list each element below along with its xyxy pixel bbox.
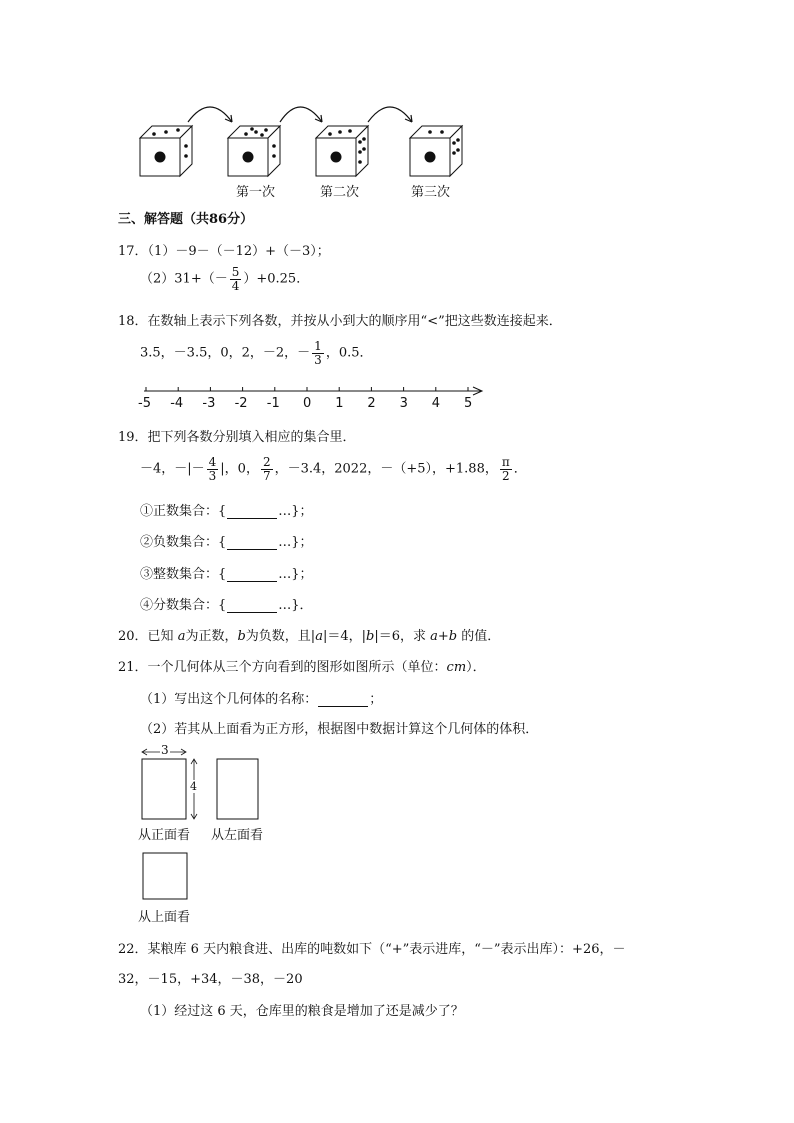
top-view-label: 从上面看: [138, 910, 191, 925]
dice-label-2: 第二次: [320, 185, 360, 200]
set-positive: ①正数集合：{ …}；: [140, 504, 313, 519]
left-view-label: 从左面看: [211, 828, 264, 843]
die-2: [228, 126, 280, 176]
answer-blank[interactable]: [227, 569, 277, 582]
set-fraction: ④分数集合：{ …}．: [140, 598, 313, 613]
q18-numbers: 3.5，－3.5，0，2，－2，－ $\frac{1}{3}$ ，0.5．: [140, 339, 373, 367]
set-negative: ②负数集合：{ …}；: [140, 535, 313, 550]
tick-label: 3: [399, 396, 408, 411]
answer-blank[interactable]: [318, 694, 368, 707]
fraction: $\frac{5}{4}$: [231, 265, 240, 293]
fraction: $\frac{1}{3}$: [314, 339, 322, 367]
tick-label: -1: [266, 396, 280, 411]
q17-part2: （2）31+（－ $\frac{5}{4}$ ）+0.25．: [140, 265, 310, 293]
dice-label-3: 第三次: [411, 185, 451, 200]
tick-label: 1: [335, 396, 344, 411]
die-1: [140, 126, 192, 176]
tick-label: -5: [138, 396, 151, 411]
tick-label: 5: [464, 396, 473, 411]
q19-stem: 19．把下列各数分别填入相应的集合里．: [118, 430, 356, 445]
q21-part2: （2）若其从上面看为正方形，根据图中数据计算这个几何体的体积．: [140, 722, 539, 737]
set-integer: ③整数集合：{ …}；: [140, 567, 313, 582]
q19-numbers: －4，－|－ $\frac{4}{3}$ |，0， $\frac{2}{7}$ ，－3.4，2022，－（+5），+1.88， $\frac{\pi}{2}$ ．: [140, 455, 527, 483]
q22-line2: 32，－15，+34，－38，－20: [118, 972, 303, 987]
q22-line1: 22．某粮库 6 天内粮食进、出库的吨数如下（“+”表示进库，“－”表示出库）：+26，－: [118, 942, 626, 957]
q20-stem: 20．已知 a为正数，b为负数，且|a|＝4，|b|＝6，求 a+b 的值．: [118, 629, 501, 644]
left-view-figure: [216, 758, 260, 820]
tick-label: -4: [170, 396, 184, 411]
fraction: $\frac{\pi}{2}$: [501, 455, 510, 483]
dice-label-1: 第一次: [236, 185, 276, 200]
q18-stem: 18．在数轴上表示下列各数，并按从小到大的顺序用“<”把这些数连接起来．: [118, 314, 562, 329]
answer-blank[interactable]: [227, 537, 277, 550]
q21-part1: （1）写出这个几何体的名称： ；: [140, 692, 383, 707]
dim-height-label: 4: [190, 780, 197, 793]
q21-stem: 21．一个几何体从三个方向看到的图形如图所示（单位：cm）．: [118, 660, 486, 675]
tick-label: 0: [303, 396, 312, 411]
die-4: [410, 126, 462, 176]
fraction: $\frac{4}{3}$: [208, 455, 217, 483]
q17-line1: 17．（1）－9－（－12）+（－3）；: [118, 244, 330, 259]
front-view-label: 从正面看: [138, 828, 191, 843]
answer-blank[interactable]: [227, 600, 277, 613]
q22-part1: （1）经过这 6 天，仓库里的粮食是增加了还是减少了？: [140, 1004, 464, 1019]
top-view-figure: [142, 852, 188, 900]
section-title: 三、解答题（共86分）: [118, 212, 254, 227]
tick-label: 4: [431, 396, 441, 411]
dice-figure: [130, 94, 480, 180]
die-3: [316, 126, 368, 176]
fraction: $\frac{2}{7}$: [262, 455, 271, 483]
tick-label: -3: [202, 396, 216, 411]
tick-label: -2: [234, 396, 248, 411]
tick-label: 2: [367, 396, 376, 411]
answer-blank[interactable]: [227, 506, 277, 519]
dim-width-label: 3: [161, 743, 169, 757]
